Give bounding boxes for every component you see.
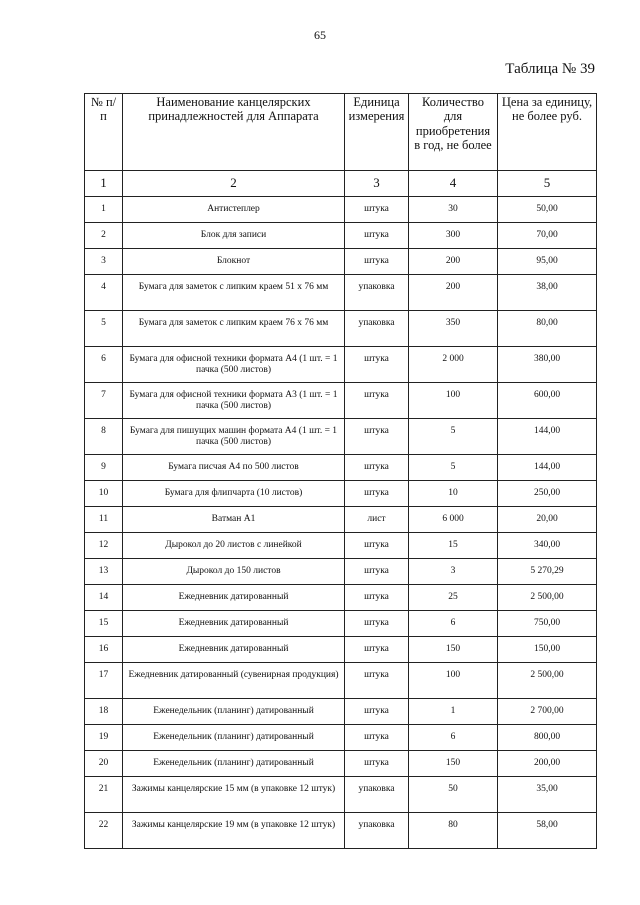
item-number-cell: 12 (85, 533, 123, 559)
item-name-cell: Дырокол до 150 листов (123, 559, 345, 585)
header-cell-price: Цена за единицу, не более руб. (498, 94, 597, 171)
item-quantity-cell: 2 000 (409, 347, 498, 383)
item-quantity-cell: 6 (409, 725, 498, 751)
item-unit-cell: упаковка (345, 777, 409, 813)
item-unit-cell: штука (345, 419, 409, 455)
item-quantity-cell: 3 (409, 559, 498, 585)
table-row (85, 777, 597, 813)
column-number-row (85, 171, 597, 197)
item-quantity-cell: 1 (409, 699, 498, 725)
item-number-cell: 6 (85, 347, 123, 383)
column-number: 2 (123, 171, 345, 197)
item-unit-cell: штука (345, 223, 409, 249)
table-row (85, 419, 597, 455)
item-quantity-cell: 200 (409, 275, 498, 311)
item-quantity-cell: 50 (409, 777, 498, 813)
item-name-cell: Зажимы канцелярские 19 мм (в упаковке 12 штук) (123, 813, 345, 849)
item-quantity-cell: 10 (409, 481, 498, 507)
table-row (85, 663, 597, 699)
item-name-cell: Бумага для флипчарта (10 листов) (123, 481, 345, 507)
item-name-cell: Блок для записи (123, 223, 345, 249)
header-row (85, 94, 597, 171)
column-number: 4 (409, 171, 498, 197)
table-row (85, 481, 597, 507)
item-unit-cell: штука (345, 197, 409, 223)
item-name-cell: Ежедневник датированный (123, 611, 345, 637)
item-unit-cell: штука (345, 347, 409, 383)
item-unit-cell: штука (345, 559, 409, 585)
table-row (85, 223, 597, 249)
item-quantity-cell: 6 000 (409, 507, 498, 533)
item-name-cell: Зажимы канцелярские 15 мм (в упаковке 12 штук) (123, 777, 345, 813)
column-number: 3 (345, 171, 409, 197)
header-cell-unit: Единица измерения (345, 94, 409, 171)
item-unit-cell: штука (345, 611, 409, 637)
table-row (85, 311, 597, 347)
supplies-table (84, 93, 597, 849)
item-name-cell: Еженедельник (планинг) датированный (123, 725, 345, 751)
item-unit-cell: штука (345, 481, 409, 507)
item-price-cell: 800,00 (498, 725, 597, 751)
column-number: 1 (85, 171, 123, 197)
item-number-cell: 13 (85, 559, 123, 585)
item-price-cell: 2 500,00 (498, 663, 597, 699)
item-price-cell: 600,00 (498, 383, 597, 419)
item-number-cell: 20 (85, 751, 123, 777)
item-number-cell: 5 (85, 311, 123, 347)
item-unit-cell: штука (345, 663, 409, 699)
item-quantity-cell: 150 (409, 637, 498, 663)
header-cell-number: № п/п (85, 94, 123, 171)
item-name-cell: Антистеплер (123, 197, 345, 223)
item-price-cell: 750,00 (498, 611, 597, 637)
item-quantity-cell: 200 (409, 249, 498, 275)
item-unit-cell: упаковка (345, 311, 409, 347)
item-price-cell: 150,00 (498, 637, 597, 663)
item-name-cell: Ежедневник датированный (123, 637, 345, 663)
item-number-cell: 17 (85, 663, 123, 699)
item-number-cell: 2 (85, 223, 123, 249)
table-row (85, 383, 597, 419)
table-row (85, 347, 597, 383)
item-number-cell: 4 (85, 275, 123, 311)
item-price-cell: 380,00 (498, 347, 597, 383)
item-number-cell: 10 (85, 481, 123, 507)
page-number: 65 (314, 28, 326, 42)
item-number-cell: 18 (85, 699, 123, 725)
table-row (85, 455, 597, 481)
table-row (85, 533, 597, 559)
item-unit-cell: упаковка (345, 813, 409, 849)
item-price-cell: 95,00 (498, 249, 597, 275)
item-name-cell: Еженедельник (планинг) датированный (123, 751, 345, 777)
table-row (85, 249, 597, 275)
table-row (85, 611, 597, 637)
item-quantity-cell: 300 (409, 223, 498, 249)
item-number-cell: 3 (85, 249, 123, 275)
table-row (85, 725, 597, 751)
item-unit-cell: штука (345, 699, 409, 725)
item-quantity-cell: 100 (409, 383, 498, 419)
item-name-cell: Бумага для заметок с липким краем 51 х 76 мм (123, 275, 345, 311)
item-number-cell: 14 (85, 585, 123, 611)
item-price-cell: 200,00 (498, 751, 597, 777)
header-cell-name: Наименование канцелярских принадлежностей для Аппарата (123, 94, 345, 171)
column-number: 5 (498, 171, 597, 197)
item-name-cell: Бумага для пишущих машин формата А4 (1 шт. = 1 пачка (500 листов) (123, 419, 345, 455)
item-number-cell: 1 (85, 197, 123, 223)
table-row (85, 813, 597, 849)
item-quantity-cell: 25 (409, 585, 498, 611)
item-quantity-cell: 15 (409, 533, 498, 559)
table-row (85, 559, 597, 585)
item-unit-cell: штука (345, 533, 409, 559)
item-name-cell: Ежедневник датированный (сувенирная продукция) (123, 663, 345, 699)
item-price-cell: 340,00 (498, 533, 597, 559)
item-number-cell: 11 (85, 507, 123, 533)
item-name-cell: Дырокол до 20 листов с линейкой (123, 533, 345, 559)
item-quantity-cell: 6 (409, 611, 498, 637)
item-unit-cell: упаковка (345, 275, 409, 311)
table-row (85, 197, 597, 223)
table-caption: Таблица № 39 (505, 61, 595, 77)
item-name-cell: Бумага для офисной техники формата А3 (1 шт. = 1 пачка (500 листов) (123, 383, 345, 419)
item-price-cell: 2 700,00 (498, 699, 597, 725)
item-name-cell: Ватман А1 (123, 507, 345, 533)
item-price-cell: 70,00 (498, 223, 597, 249)
item-price-cell: 50,00 (498, 197, 597, 223)
item-unit-cell: штука (345, 455, 409, 481)
item-price-cell: 2 500,00 (498, 585, 597, 611)
table-row (85, 585, 597, 611)
item-unit-cell: штука (345, 725, 409, 751)
item-quantity-cell: 5 (409, 455, 498, 481)
item-quantity-cell: 350 (409, 311, 498, 347)
table-body (85, 197, 597, 849)
item-unit-cell: штука (345, 637, 409, 663)
item-price-cell: 250,00 (498, 481, 597, 507)
item-unit-cell: штука (345, 751, 409, 777)
table-row (85, 275, 597, 311)
item-price-cell: 38,00 (498, 275, 597, 311)
item-name-cell: Блокнот (123, 249, 345, 275)
item-number-cell: 15 (85, 611, 123, 637)
item-price-cell: 5 270,29 (498, 559, 597, 585)
item-price-cell: 20,00 (498, 507, 597, 533)
item-name-cell: Бумага для заметок с липким краем 76 х 76 мм (123, 311, 345, 347)
item-price-cell: 144,00 (498, 419, 597, 455)
item-number-cell: 19 (85, 725, 123, 751)
table-row (85, 751, 597, 777)
item-name-cell: Еженедельник (планинг) датированный (123, 699, 345, 725)
item-name-cell: Бумага для офисной техники формата А4 (1 шт. = 1 пачка (500 листов) (123, 347, 345, 383)
item-price-cell: 58,00 (498, 813, 597, 849)
item-name-cell: Бумага писчая А4 по 500 листов (123, 455, 345, 481)
item-name-cell: Ежедневник датированный (123, 585, 345, 611)
item-unit-cell: штука (345, 383, 409, 419)
table-row (85, 699, 597, 725)
item-quantity-cell: 100 (409, 663, 498, 699)
item-quantity-cell: 30 (409, 197, 498, 223)
item-quantity-cell: 5 (409, 419, 498, 455)
item-price-cell: 144,00 (498, 455, 597, 481)
item-number-cell: 8 (85, 419, 123, 455)
item-unit-cell: штука (345, 585, 409, 611)
item-number-cell: 16 (85, 637, 123, 663)
item-number-cell: 7 (85, 383, 123, 419)
header-cell-quantity: Количество для приобретения в год, не более (409, 94, 498, 171)
item-quantity-cell: 80 (409, 813, 498, 849)
table-row (85, 637, 597, 663)
item-quantity-cell: 150 (409, 751, 498, 777)
item-unit-cell: лист (345, 507, 409, 533)
item-number-cell: 22 (85, 813, 123, 849)
item-number-cell: 9 (85, 455, 123, 481)
item-unit-cell: штука (345, 249, 409, 275)
table-row (85, 507, 597, 533)
item-price-cell: 80,00 (498, 311, 597, 347)
item-price-cell: 35,00 (498, 777, 597, 813)
item-number-cell: 21 (85, 777, 123, 813)
